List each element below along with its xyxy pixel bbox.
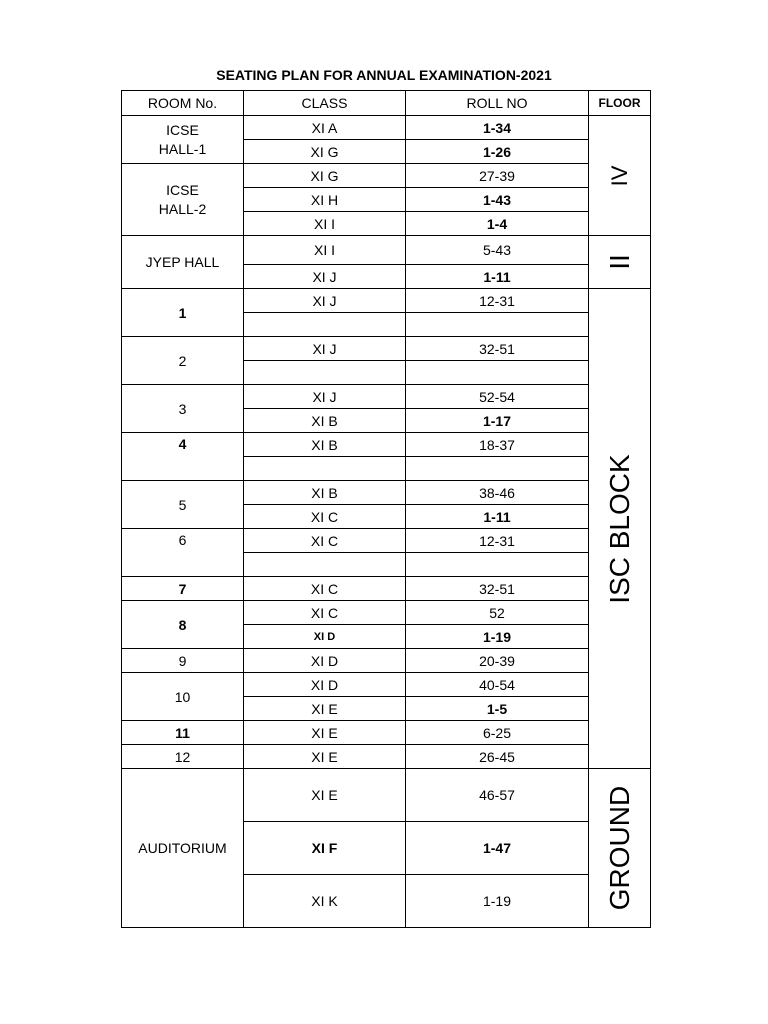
roll-cell: 1-34 (406, 116, 589, 140)
class-cell: XI E (244, 697, 406, 721)
room-5: 5 (122, 481, 244, 529)
roll-cell: 20-39 (406, 649, 589, 673)
roll-cell: 18-37 (406, 433, 589, 457)
table-row (122, 433, 651, 457)
room-icse-hall-2: ICSE HALL-2 (122, 164, 244, 236)
roll-cell: 40-54 (406, 673, 589, 697)
class-cell: XI C (244, 505, 406, 529)
class-cell: XI B (244, 481, 406, 505)
roll-cell: 1-17 (406, 409, 589, 433)
room-7: 7 (122, 577, 244, 601)
room-3: 3 (122, 385, 244, 433)
table-row (122, 481, 651, 505)
roll-cell: 1-19 (406, 625, 589, 649)
roll-cell: 1-26 (406, 140, 589, 164)
roll-cell: 1-11 (406, 265, 589, 289)
class-cell: XI D (244, 673, 406, 697)
class-cell: XI J (244, 385, 406, 409)
table-row (122, 289, 651, 313)
class-cell: XI C (244, 601, 406, 625)
seating-plan-table (121, 90, 651, 928)
class-cell (244, 313, 406, 337)
roll-cell: 26-45 (406, 745, 589, 769)
floor-isc-block (589, 289, 651, 769)
roll-cell: 5-43 (406, 236, 589, 265)
class-cell: XI I (244, 236, 406, 265)
class-cell: XI B (244, 433, 406, 457)
roll-cell (406, 553, 589, 577)
class-cell: XI K (244, 875, 406, 928)
room-header: ROOM No. (122, 91, 244, 116)
room-4: 4 (122, 433, 244, 481)
roll-cell: 1-47 (406, 822, 589, 875)
floor-ii-label: II (603, 254, 635, 270)
class-cell: XI E (244, 769, 406, 822)
room-icse-hall-1: ICSE HALL-1 (122, 116, 244, 164)
class-cell (244, 553, 406, 577)
table-row (122, 529, 651, 553)
roll-cell: 6-25 (406, 721, 589, 745)
floor-isc-block-label: ISC BLOCK (603, 453, 635, 604)
roll-cell: 32-51 (406, 337, 589, 361)
class-cell: XI B (244, 409, 406, 433)
room-11: 11 (122, 721, 244, 745)
class-cell: XI F (244, 822, 406, 875)
class-cell: XI G (244, 140, 406, 164)
class-cell: XI I (244, 212, 406, 236)
floor-ground-label: GROUND (603, 785, 635, 911)
floor-iv-label: IV (606, 165, 632, 186)
table-row (122, 601, 651, 625)
room-auditorium: AUDITORIUM (122, 769, 244, 928)
table-row (122, 721, 651, 745)
roll-cell (406, 361, 589, 385)
roll-cell: 27-39 (406, 164, 589, 188)
room-jyep-hall: JYEP HALL (122, 236, 244, 289)
floor-iv (589, 116, 651, 236)
roll-cell: 1-43 (406, 188, 589, 212)
table-row (122, 577, 651, 601)
class-cell (244, 457, 406, 481)
class-cell: XI J (244, 265, 406, 289)
table-row (122, 236, 651, 265)
class-cell: XI G (244, 164, 406, 188)
roll-cell (406, 313, 589, 337)
page-title: SEATING PLAN FOR ANNUAL EXAMINATION-2021 (216, 67, 552, 83)
roll-cell: 1-5 (406, 697, 589, 721)
table-row (122, 745, 651, 769)
floor-ground (589, 769, 651, 928)
header-row (122, 91, 651, 116)
room-2: 2 (122, 337, 244, 385)
roll-cell: 12-31 (406, 289, 589, 313)
roll-cell (406, 457, 589, 481)
class-cell (244, 361, 406, 385)
class-cell: XI E (244, 721, 406, 745)
room-10: 10 (122, 673, 244, 721)
roll-cell: 46-57 (406, 769, 589, 822)
class-cell: XI C (244, 529, 406, 553)
class-cell: XI A (244, 116, 406, 140)
roll-cell: 12-31 (406, 529, 589, 553)
class-cell: XI E (244, 745, 406, 769)
roll-cell: 52-54 (406, 385, 589, 409)
class-cell: XI C (244, 577, 406, 601)
roll-cell: 1-4 (406, 212, 589, 236)
roll-cell: 52 (406, 601, 589, 625)
table-row (122, 673, 651, 697)
table-row (122, 164, 651, 188)
table-row (122, 649, 651, 673)
class-cell: XI J (244, 289, 406, 313)
class-cell: XI H (244, 188, 406, 212)
roll-cell: 32-51 (406, 577, 589, 601)
roll-header: ROLL NO (406, 91, 589, 116)
table-row (122, 337, 651, 361)
class-cell: XI D (244, 649, 406, 673)
class-header: CLASS (244, 91, 406, 116)
class-cell: XI J (244, 337, 406, 361)
room-9: 9 (122, 649, 244, 673)
table-row (122, 385, 651, 409)
room-1: 1 (122, 289, 244, 337)
floor-header: FLOOR (589, 91, 651, 116)
roll-cell: 1-11 (406, 505, 589, 529)
room-6: 6 (122, 529, 244, 577)
roll-cell: 1-19 (406, 875, 589, 928)
room-12: 12 (122, 745, 244, 769)
table-row (122, 116, 651, 140)
table-row (122, 769, 651, 822)
room-8: 8 (122, 601, 244, 649)
class-cell: XI D (244, 625, 406, 649)
roll-cell: 38-46 (406, 481, 589, 505)
floor-ii (589, 236, 651, 289)
